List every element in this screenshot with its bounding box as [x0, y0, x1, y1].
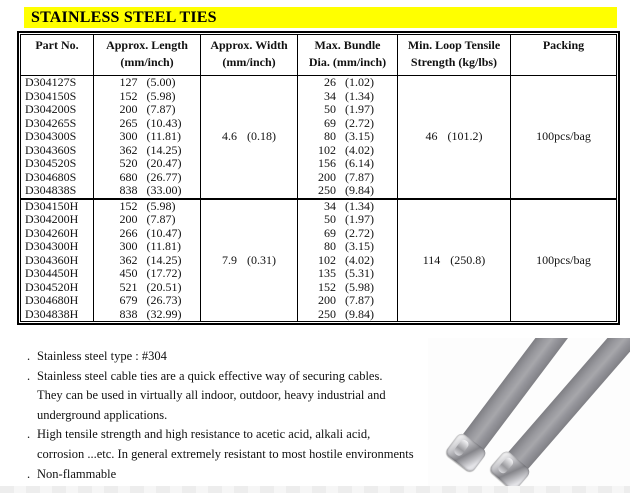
note-line	[27, 425, 414, 445]
length-cell: 266 (10.47)	[94, 227, 201, 241]
bundle-dia-cell: 80 (3.15)	[298, 130, 398, 144]
length-cell: 362 (14.25)	[94, 254, 201, 268]
width-cell: 4.6 (0.18)	[201, 76, 298, 199]
length-cell: 152 (5.98)	[94, 90, 201, 104]
note-text: They can be used in virtually all indoor, outdoor, heavy industrial and	[37, 388, 386, 403]
table-group-s	[21, 76, 617, 199]
length-cell: 200 (7.87)	[94, 213, 201, 227]
part-no-cell: D304200H	[21, 213, 94, 227]
part-no-cell: D304520H	[21, 281, 94, 295]
note-text: underground applications.	[37, 407, 168, 422]
note-text: Stainless steel cable ties are a quick effective way of securing cables.	[37, 368, 383, 383]
length-cell: 520 (20.47)	[94, 157, 201, 171]
table-row	[21, 199, 617, 214]
note-line	[27, 406, 414, 426]
header-max-bundle: Max. Bundle Dia. (mm/inch)	[298, 35, 398, 76]
note-text: Stainless steel type : #304	[37, 349, 167, 363]
length-cell: 838 (32.99)	[94, 308, 201, 322]
product-table	[20, 34, 617, 322]
note-bullet: .	[27, 466, 31, 481]
note-bullet: .	[27, 349, 31, 363]
width-cell: 7.9 (0.31)	[201, 199, 298, 322]
bundle-dia-cell: 50 (1.97)	[298, 213, 398, 227]
bundle-dia-cell: 250 (9.84)	[298, 308, 398, 322]
table-row	[21, 76, 617, 90]
length-cell: 680 (26.77)	[94, 171, 201, 185]
part-no-cell: D304838S	[21, 184, 94, 199]
part-no-cell: D304265S	[21, 117, 94, 131]
packing-cell: 100pcs/bag	[511, 199, 617, 322]
length-cell: 300 (11.81)	[94, 240, 201, 254]
bundle-dia-cell: 156 (6.14)	[298, 157, 398, 171]
length-cell: 362 (14.25)	[94, 144, 201, 158]
part-no-cell: D304150H	[21, 199, 94, 214]
bundle-dia-cell: 34 (1.34)	[298, 199, 398, 214]
length-cell: 521 (20.51)	[94, 281, 201, 295]
part-no-cell: D304680H	[21, 294, 94, 308]
bundle-dia-cell: 152 (5.98)	[298, 281, 398, 295]
part-no-cell: D304127S	[21, 76, 94, 90]
table-group-h	[21, 199, 617, 322]
note-line	[27, 445, 414, 465]
bundle-dia-cell: 250 (9.84)	[298, 184, 398, 199]
bundle-dia-cell: 135 (5.31)	[298, 267, 398, 281]
header-packing: Packing	[511, 35, 617, 76]
bundle-dia-cell: 80 (3.15)	[298, 240, 398, 254]
part-no-cell: D304300S	[21, 130, 94, 144]
bundle-dia-cell: 26 (1.02)	[298, 76, 398, 90]
part-no-cell: D304150S	[21, 90, 94, 104]
bundle-dia-cell: 102 (4.02)	[298, 254, 398, 268]
part-no-cell: D304360S	[21, 144, 94, 158]
bundle-dia-cell: 200 (7.87)	[298, 294, 398, 308]
note-bullet: .	[27, 427, 31, 442]
length-cell: 450 (17.72)	[94, 267, 201, 281]
bundle-dia-cell: 34 (1.34)	[298, 90, 398, 104]
note-line	[27, 465, 414, 485]
header-approx-width: Approx. Width (mm/inch)	[201, 35, 298, 76]
product-table-wrapper	[17, 31, 620, 325]
bundle-dia-cell: 102 (4.02)	[298, 144, 398, 158]
tensile-cell: 114 (250.8)	[398, 199, 511, 322]
tensile-cell: 46 (101.2)	[398, 76, 511, 199]
length-cell: 200 (7.87)	[94, 103, 201, 117]
bundle-dia-cell: 50 (1.97)	[298, 103, 398, 117]
bottom-strip	[0, 486, 630, 493]
length-cell: 838 (33.00)	[94, 184, 201, 199]
part-no-cell: D304360H	[21, 254, 94, 268]
part-no-cell: D304680S	[21, 171, 94, 185]
part-no-cell: D304300H	[21, 240, 94, 254]
packing-cell: 100pcs/bag	[511, 76, 617, 199]
length-cell: 679 (26.73)	[94, 294, 201, 308]
bundle-dia-cell: 200 (7.87)	[298, 171, 398, 185]
part-no-cell: D304520S	[21, 157, 94, 171]
header-approx-length: Approx. Length (mm/inch)	[94, 35, 201, 76]
length-cell: 152 (5.98)	[94, 199, 201, 214]
part-no-cell: D304838H	[21, 308, 94, 322]
part-no-cell: D304450H	[21, 267, 94, 281]
page-title: STAINLESS STEEL TIES	[24, 7, 617, 28]
bundle-dia-cell: 69 (2.72)	[298, 117, 398, 131]
bundle-dia-cell: 69 (2.72)	[298, 227, 398, 241]
header-part-no: Part No.	[21, 35, 94, 76]
note-text: Non-flammable	[37, 466, 117, 481]
length-cell: 265 (10.43)	[94, 117, 201, 131]
length-cell: 300 (11.81)	[94, 130, 201, 144]
table-header	[21, 35, 617, 76]
header-min-loop-tensile: Min. Loop Tensile Strength (kg/lbs)	[398, 35, 511, 76]
note-text: corrosion ...etc. In general extremely resistant to most hostile environments	[37, 446, 414, 461]
note-text: High tensile strength and high resistance to acetic acid, alkali acid,	[37, 427, 371, 442]
product-photo	[428, 338, 630, 488]
notes	[27, 347, 414, 484]
note-line	[27, 386, 414, 406]
length-cell: 127 (5.00)	[94, 76, 201, 90]
note-bullet: .	[27, 368, 31, 383]
part-no-cell: D304200S	[21, 103, 94, 117]
part-no-cell: D304260H	[21, 227, 94, 241]
note-line	[27, 367, 414, 387]
note-line	[27, 347, 414, 367]
